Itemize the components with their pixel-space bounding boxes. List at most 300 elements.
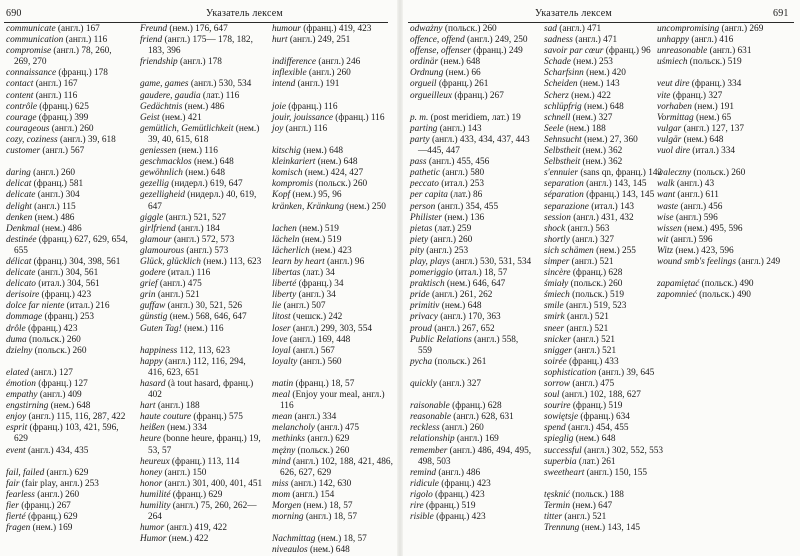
index-entry xyxy=(140,423,264,434)
index-term: glamour xyxy=(140,234,172,245)
index-entry xyxy=(544,512,668,523)
index-references: (нем.) 424, 427 xyxy=(302,168,364,179)
index-references: (нем.) 648 xyxy=(300,146,344,157)
index-term: humilité xyxy=(140,489,171,500)
index-term: gemütlich, Gemütlichkeit xyxy=(140,123,234,134)
index-references: (нем.) 18, 57 xyxy=(315,534,367,545)
index-references: (франц.) 103, 421, 596, 629 xyxy=(14,423,119,445)
index-term: grief xyxy=(140,279,158,290)
index-term: mind xyxy=(272,456,291,467)
index-entry xyxy=(272,423,396,434)
index-term: Scharfsinn xyxy=(544,68,584,79)
index-references: (англ.) 127, 137 xyxy=(681,123,745,134)
index-term: Nachmittag xyxy=(272,534,316,545)
index-references: (англ.) 416 xyxy=(689,35,734,46)
index-term: pride xyxy=(410,290,430,301)
index-entry xyxy=(544,346,668,357)
index-entry xyxy=(410,290,534,301)
index-references: (нем.) 143 xyxy=(577,79,620,90)
index-term: vite xyxy=(657,90,671,101)
index-term: miss xyxy=(272,478,289,489)
index-entry xyxy=(140,268,264,279)
index-entry xyxy=(544,324,668,335)
index-letter-gap xyxy=(272,368,396,379)
index-term: pomeriggio xyxy=(410,268,453,279)
index-term: customer xyxy=(6,146,41,157)
index-term: drôle xyxy=(6,323,26,334)
index-references: (англ.) 115 xyxy=(31,201,76,212)
index-entry xyxy=(272,434,396,445)
index-term: sowiętsje xyxy=(544,412,579,423)
index-references: (польск.) 490 xyxy=(696,290,751,301)
index-entry xyxy=(657,235,797,246)
index-term: indifference xyxy=(272,57,317,68)
index-term: matin xyxy=(272,379,294,389)
index-entry xyxy=(6,301,130,312)
index-references: (англ.) 563 xyxy=(565,223,610,234)
index-entry xyxy=(6,179,130,190)
index-entry xyxy=(544,168,668,179)
index-term: waste xyxy=(657,201,679,212)
index-references: (нем.) 334 xyxy=(164,423,207,434)
index-entry xyxy=(657,246,797,257)
index-entry xyxy=(272,224,396,235)
index-entry xyxy=(544,468,668,479)
index-entry xyxy=(140,102,264,113)
index-entry xyxy=(272,301,396,312)
index-entry xyxy=(410,113,534,124)
index-entry xyxy=(657,124,797,135)
index-entry xyxy=(6,224,130,235)
index-references: (fair play, англ.) 253 xyxy=(19,478,99,489)
index-references: (англ.) 486, 494, 495, 498, 503 xyxy=(418,445,532,467)
index-references: (англ.) 596 xyxy=(673,212,718,223)
index-term: communication xyxy=(6,35,64,46)
index-entry xyxy=(140,91,264,102)
index-references: (англ.) 530, 534 xyxy=(188,79,252,90)
index-term: compromise xyxy=(6,46,52,57)
index-term: waleczny xyxy=(657,168,692,179)
index-entry xyxy=(544,113,668,124)
index-references: (нидерл.) 619, 647 xyxy=(168,179,243,190)
index-entry xyxy=(410,434,534,445)
index-entry xyxy=(544,213,668,224)
index-term: délicat xyxy=(6,256,32,267)
index-entry xyxy=(657,113,797,124)
index-term: jouir, jouissance xyxy=(272,112,333,123)
index-references: (англ.) 127 xyxy=(28,367,73,378)
running-title-left: Указатель лексем xyxy=(206,8,283,19)
index-term: schlüpfrig xyxy=(544,101,582,112)
index-term: orgueil xyxy=(410,79,437,90)
index-entry xyxy=(272,312,396,323)
index-references: (англ.) 167 xyxy=(33,79,78,90)
index-term: geniessen xyxy=(140,146,177,157)
index-entry xyxy=(272,534,396,545)
index-term: pycha xyxy=(410,356,433,367)
index-term: veut dire xyxy=(657,79,690,90)
index-references: (англ.) 75, 260, 262—264 xyxy=(148,501,257,523)
index-term: simper xyxy=(544,256,570,267)
index-term: spend xyxy=(544,423,566,434)
index-term: courageous xyxy=(6,123,50,134)
index-entry xyxy=(272,279,396,290)
index-term: tęsknić xyxy=(544,489,570,500)
index-references: (польск.) 260 xyxy=(312,179,368,190)
index-term: parting xyxy=(410,123,438,134)
index-term: heißen xyxy=(140,423,165,434)
index-entry xyxy=(544,446,668,457)
index-references: (англ.) 611 xyxy=(675,190,719,201)
index-term: vulgar xyxy=(657,123,682,134)
index-entry xyxy=(544,312,668,323)
index-references: (франц.) 127 xyxy=(35,379,88,389)
index-entry xyxy=(6,401,130,412)
index-term: fail, failed xyxy=(6,467,45,478)
index-references: (англ.) 143, 145 xyxy=(583,179,647,190)
index-entry xyxy=(6,446,130,457)
index-references: (англ.) 327 xyxy=(436,379,482,389)
index-entry xyxy=(272,490,396,501)
index-references: (англ.) 150, 155 xyxy=(584,467,648,478)
index-term: haute couture xyxy=(140,412,192,423)
index-term: Selbstheit xyxy=(544,146,581,157)
index-term: praktisch xyxy=(410,279,445,290)
index-term: walk xyxy=(657,179,675,190)
index-entry xyxy=(272,268,396,279)
index-references: (нем.) 519 xyxy=(296,223,339,234)
index-column xyxy=(272,24,396,557)
index-entry xyxy=(410,190,534,201)
index-references: (англ.) 302, 552, 553 xyxy=(581,445,664,456)
index-entry xyxy=(6,35,130,46)
index-term: dolce far niente xyxy=(6,301,65,312)
index-term: s'ennuier xyxy=(544,168,579,179)
index-term: delight xyxy=(6,201,32,212)
index-references: (англ.) 260 xyxy=(306,68,351,79)
index-entry xyxy=(544,79,668,90)
index-references: (нем.) 136 xyxy=(442,212,485,223)
index-term: sourire xyxy=(544,401,571,412)
index-entry xyxy=(272,202,396,213)
index-term: uncompromising xyxy=(657,24,720,34)
index-entry xyxy=(140,324,264,335)
index-entry xyxy=(6,523,130,534)
index-entry xyxy=(140,179,264,190)
index-entry xyxy=(272,324,396,335)
index-term: remind xyxy=(410,467,436,478)
index-references: (нем.) 648 xyxy=(48,401,91,412)
index-references: (нем.) 169 xyxy=(30,523,73,534)
index-references: (англ.) 249 xyxy=(735,256,781,267)
index-references: (нем.) 648 xyxy=(438,57,481,68)
index-entry xyxy=(410,401,534,412)
index-references: (нем.) 176, 647 xyxy=(167,24,228,34)
index-entry xyxy=(410,357,534,368)
index-references: (нем.) 486 xyxy=(32,212,75,223)
index-entry xyxy=(6,490,130,501)
index-references: (нем.) 648 xyxy=(191,157,234,168)
index-term: godere xyxy=(140,268,166,279)
index-entry xyxy=(140,501,264,523)
index-references: (франц.) 433 xyxy=(566,356,619,367)
index-term: relationship xyxy=(410,434,455,445)
index-references: (итал.) 304, 561 xyxy=(35,279,100,290)
index-term: friend xyxy=(140,35,163,46)
index-references: (итал.) 18, 57 xyxy=(452,268,508,279)
index-term: sneer xyxy=(544,323,565,334)
index-references: (англ.) 327 xyxy=(569,234,615,245)
index-references: (польск.) 260 xyxy=(691,168,746,179)
index-term: wise xyxy=(657,212,674,223)
index-entry xyxy=(140,24,264,35)
index-references: (итал.) 253 xyxy=(438,179,485,190)
index-term: niveaulos xyxy=(272,545,308,556)
index-references: (нем.) 255 xyxy=(593,245,636,256)
index-references: (нидерл.) 40, 619, 647 xyxy=(148,190,257,212)
index-references: (англ.) 434, 435 xyxy=(25,445,89,456)
index-references: (нем.) 18, 57 xyxy=(301,501,353,512)
index-entry xyxy=(6,279,130,290)
index-term: mężny xyxy=(272,445,296,456)
index-entry xyxy=(272,168,396,179)
index-references: (польск.) 490 xyxy=(699,279,754,290)
index-term: intend xyxy=(272,79,296,90)
index-column xyxy=(140,24,264,545)
index-term: uśmiech xyxy=(657,57,688,68)
index-term: giggle xyxy=(140,212,164,223)
index-entry xyxy=(272,113,396,124)
index-entry xyxy=(272,190,396,201)
index-references: (англ.) 580 xyxy=(439,168,485,179)
index-entry xyxy=(657,257,797,268)
index-letter-gap xyxy=(272,523,396,534)
index-letter-gap xyxy=(410,102,534,113)
index-term: raisonable xyxy=(410,401,450,412)
index-entry xyxy=(272,257,396,268)
index-references: (англ.) 521 xyxy=(564,323,609,334)
index-term: contact xyxy=(6,79,34,90)
index-term: fearless xyxy=(6,489,35,500)
index-references: (франц.) 629 xyxy=(170,489,223,500)
index-references: (англ.) 573 xyxy=(184,245,229,256)
index-entry xyxy=(544,423,668,434)
index-term: delicat xyxy=(6,179,32,190)
index-references: (англ.) 354, 455 xyxy=(435,201,499,212)
index-column xyxy=(410,24,534,523)
index-term: soul xyxy=(544,390,560,401)
index-entry xyxy=(544,235,668,246)
index-term: Selbstheit xyxy=(544,157,581,168)
index-references: (нем.) 648 xyxy=(439,301,482,312)
index-entry xyxy=(140,279,264,290)
index-term: p. m. xyxy=(410,112,429,123)
index-entry xyxy=(544,523,668,534)
index-references: (франц.) 116 xyxy=(285,101,338,112)
index-entry xyxy=(140,468,264,479)
index-entry xyxy=(544,279,668,290)
index-entry xyxy=(544,179,668,190)
index-term: schnell xyxy=(544,112,571,123)
index-references: (франц.) 419, 423 xyxy=(300,24,372,34)
index-references: (франц.) 113, 114 xyxy=(169,456,240,467)
index-term: fierté xyxy=(6,512,26,523)
index-references: (лат.) 34 xyxy=(300,268,335,279)
index-references: (англ.) 454, 455 xyxy=(565,423,629,434)
index-term: gezellig xyxy=(140,179,169,190)
index-entry xyxy=(410,279,534,290)
index-references: (польск.) 260 xyxy=(26,334,81,345)
index-term: want xyxy=(657,190,676,201)
index-entry xyxy=(544,257,668,268)
index-entry xyxy=(6,46,130,68)
index-entry xyxy=(544,301,668,312)
index-references: (англ.) 169, 448 xyxy=(287,334,351,345)
index-references: (нем.) 362 xyxy=(580,157,623,168)
index-letter-gap xyxy=(140,335,264,346)
index-references: (польск.) 260 xyxy=(295,445,350,456)
header-rule-right xyxy=(408,22,794,23)
index-term: party xyxy=(410,134,430,145)
index-letter-gap xyxy=(544,479,668,490)
page-number-right: 691 xyxy=(773,8,789,19)
index-entry xyxy=(140,57,264,68)
index-references: (франц.) 423 xyxy=(432,489,485,500)
index-term: separazione xyxy=(544,201,589,212)
index-term: hurt xyxy=(272,35,288,46)
index-entry xyxy=(140,224,264,235)
left-page xyxy=(0,0,400,556)
index-entry xyxy=(6,479,130,490)
index-term: quickly xyxy=(410,379,437,389)
index-entry xyxy=(6,290,130,301)
index-term: wit xyxy=(657,234,669,245)
index-term: sophistication xyxy=(544,367,597,378)
index-references: (англ.) 572, 573 xyxy=(171,234,235,245)
index-term: vuol dire xyxy=(657,146,690,157)
index-letter-gap xyxy=(140,68,264,79)
index-letter-gap xyxy=(272,213,396,224)
index-term: fragen xyxy=(6,523,31,534)
index-references: (нем.) 116 xyxy=(176,146,218,157)
index-entry xyxy=(544,157,668,168)
index-references: (франц.) 178 xyxy=(56,68,108,79)
index-term: rire xyxy=(410,501,424,512)
index-references: (англ.) 530, 531, 534 xyxy=(449,256,532,267)
index-references: (англ.) 167 xyxy=(55,24,100,34)
index-entry xyxy=(6,324,130,335)
index-term: morning xyxy=(272,512,304,523)
index-entry xyxy=(272,501,396,512)
index-references: (англ.) 507 xyxy=(281,301,326,312)
index-term: reckless xyxy=(410,423,440,434)
index-references: (франц.) 634 xyxy=(578,412,630,423)
index-references: (англ.) 521 xyxy=(571,345,617,356)
index-term: humility xyxy=(140,501,171,512)
index-term: content xyxy=(6,90,34,101)
index-references: (англ.) 178 xyxy=(177,57,222,68)
index-references: (англ.) 39, 645 xyxy=(596,367,655,378)
index-references: (польск.) 261 xyxy=(432,356,487,367)
index-references: (англ.) 249, 250 xyxy=(464,35,528,46)
index-entry xyxy=(272,457,396,479)
index-references: (нем.) 113, 623 xyxy=(200,256,262,267)
index-references: (англ.) 521 xyxy=(564,312,609,323)
index-references: (англ.) 471 xyxy=(556,24,602,34)
index-term: mean xyxy=(272,412,293,423)
index-entry xyxy=(410,324,534,335)
index-term: melancholy xyxy=(272,423,315,434)
index-references: (англ.) 260 xyxy=(49,123,94,134)
index-references: (итал.) 116 xyxy=(165,268,211,279)
index-entry xyxy=(140,523,264,534)
index-term: gaudere, gaudia xyxy=(140,90,201,101)
index-term: lie xyxy=(272,301,282,312)
index-entry xyxy=(410,468,534,479)
index-entry xyxy=(410,412,534,423)
index-entry xyxy=(544,24,668,35)
index-term: zapomnieć xyxy=(657,290,697,301)
index-references: (англ.) 116 xyxy=(283,123,328,134)
index-term: event xyxy=(6,445,26,456)
index-entry xyxy=(657,135,797,146)
index-term: inflexible xyxy=(272,68,307,79)
index-term: orgueilleux xyxy=(410,90,452,101)
index-entry xyxy=(140,168,264,179)
index-term: Witz xyxy=(657,245,674,256)
index-references: (франц.) 581 xyxy=(31,179,84,190)
index-term: dzielny xyxy=(6,345,33,356)
index-references: (нем.) 423, 596 xyxy=(673,245,734,256)
index-references: (англ.) 334 xyxy=(292,412,337,423)
index-term: primitiv xyxy=(410,301,440,312)
index-references: (нем.) 116 xyxy=(181,323,224,334)
index-references: (нем.) 646, 647 xyxy=(444,279,506,290)
index-references: (франц.) 253 xyxy=(42,312,95,323)
index-references: (англ.) 169 xyxy=(454,434,499,445)
index-references: (англ.) 431, 432 xyxy=(570,212,634,223)
index-column xyxy=(6,24,130,534)
index-term: Seele xyxy=(544,123,564,134)
index-entry xyxy=(410,423,534,434)
index-entry xyxy=(6,146,130,157)
index-references: (франц.) 399 xyxy=(36,112,89,123)
index-references: (англ.) 304 xyxy=(35,190,80,201)
index-term: daring xyxy=(6,168,31,179)
index-column xyxy=(657,24,797,301)
index-term: shock xyxy=(544,223,566,234)
index-entry xyxy=(410,446,534,468)
index-references: (польск.) 260 xyxy=(32,345,87,356)
index-references: (нем.) 253 xyxy=(570,57,613,68)
index-references: (франц.) 34 xyxy=(296,279,344,290)
index-term: lächeln xyxy=(272,234,300,245)
index-entry xyxy=(6,213,130,224)
index-term: spieglig xyxy=(544,434,574,445)
index-entry xyxy=(6,113,130,124)
index-term: sich schämen xyxy=(544,245,594,256)
index-references: (франц.) 327 xyxy=(670,90,723,101)
index-references: (нем.) 95, 96 xyxy=(290,190,342,201)
index-entry xyxy=(410,202,534,213)
index-references: (англ.) 471 xyxy=(572,35,618,46)
index-term: vorhaben xyxy=(657,101,692,112)
index-references: (лат.) 86 xyxy=(447,190,483,201)
index-entry xyxy=(140,479,264,490)
index-references: (англ.) 115, 116, 287, 422 xyxy=(26,412,126,423)
index-entry xyxy=(140,457,264,468)
index-letter-gap xyxy=(6,357,130,368)
